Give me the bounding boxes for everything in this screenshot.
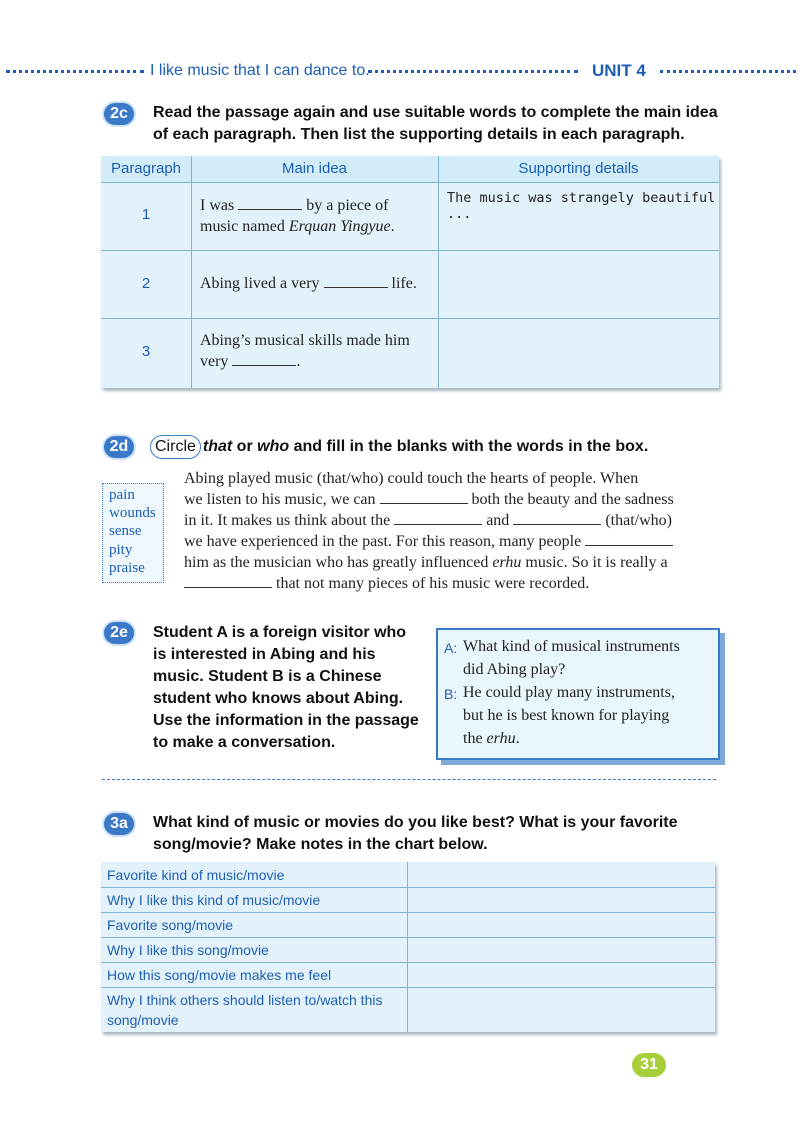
- word-item: pain: [109, 487, 135, 503]
- row-divider: [101, 318, 719, 319]
- header-supporting-details: Supporting details: [518, 160, 639, 177]
- blank[interactable]: [585, 531, 673, 546]
- header-paragraph: Paragraph: [110, 160, 182, 177]
- blank[interactable]: [380, 489, 468, 504]
- speaker-a-label: A:: [444, 640, 458, 656]
- notes-chart: [101, 862, 715, 1032]
- main-idea-2: Abing lived a very life.: [200, 275, 417, 292]
- column-divider: [191, 156, 192, 388]
- running-title: I like music that I can dance to.: [150, 62, 370, 79]
- instruction-3a-line2: song/movie? Make notes in the chart below.: [153, 836, 488, 853]
- instruction-3a-line1: What kind of music or movies do you like best? What is your favorite: [153, 814, 678, 831]
- row-divider: [101, 987, 715, 988]
- blank[interactable]: [394, 510, 482, 525]
- conversation-line: He could play many instruments,: [463, 684, 675, 701]
- blank[interactable]: [238, 195, 302, 210]
- instruction-2c-line1: Read the passage again and use suitable words to complete the main idea: [153, 104, 718, 121]
- chart-row-label: Why I think others should listen to/watch this song/movie: [107, 992, 383, 1028]
- main-idea-3: Abing’s musical skills made him very .: [200, 332, 410, 370]
- section-divider: [102, 779, 716, 780]
- supporting-details-1: The music was strangely beautiful ...: [447, 190, 716, 222]
- conversation-line: did Abing play?: [463, 661, 566, 678]
- main-idea-table: [101, 156, 719, 388]
- exercise-badge-3a: 3a: [104, 813, 134, 835]
- header-dots-left: [6, 70, 144, 73]
- row-divider: [101, 912, 715, 913]
- instruction-2c-line2: of each paragraph. Then list the supporting details in each paragraph.: [153, 126, 685, 143]
- header-dots-middle: [368, 70, 578, 73]
- exercise-badge-2d: 2d: [104, 436, 134, 458]
- blank[interactable]: [324, 273, 388, 288]
- running-header: [0, 60, 800, 84]
- word-item: praise: [109, 560, 145, 576]
- word-box: [102, 483, 164, 583]
- chart-row-label: Favorite kind of music/movie: [107, 867, 285, 883]
- word-item: sense: [109, 523, 142, 539]
- chart-row-label: Favorite song/movie: [107, 917, 234, 933]
- conversation-line: What kind of musical instruments: [463, 638, 680, 655]
- word-item: wounds: [109, 505, 156, 521]
- paragraph-number: 1: [141, 206, 151, 223]
- blank[interactable]: [513, 510, 601, 525]
- chart-row-label: Why I like this song/movie: [107, 942, 269, 958]
- page-number: 31: [632, 1053, 666, 1077]
- paragraph-number: 3: [141, 343, 151, 360]
- blank[interactable]: [184, 573, 272, 588]
- row-divider: [101, 962, 715, 963]
- conversation-line: the erhu.: [463, 730, 520, 747]
- passage-2d: Abing played music (that/who) could touch the hearts of people. When we listen to his music, we can both the beauty and the sadness in it. It makes us think about the and (that/who) we have experienced in the past. For this reason, many people him as the musician who has greatly influenced erhu music. So it is really a that not many pieces of his music were recorded.: [184, 470, 674, 592]
- row-divider: [101, 937, 715, 938]
- header-dots-right: [660, 70, 796, 73]
- blank[interactable]: [232, 351, 296, 366]
- instruction-2e: Student A is a foreign visitor who is interested in Abing and his music. Student B is a Chinese student who knows about Abing. Use the information in the passage to make a conversation.: [153, 624, 419, 751]
- header-main-idea: Main idea: [281, 160, 348, 177]
- exercise-badge-2c: 2c: [104, 103, 134, 125]
- row-divider: [101, 250, 719, 251]
- conversation-line: but he is best known for playing: [463, 707, 670, 724]
- unit-label: UNIT 4: [592, 61, 646, 80]
- instruction-2d: Circle that or who and fill in the blanks with the words in the box.: [150, 435, 648, 459]
- chart-row-label: How this song/movie makes me feel: [107, 967, 332, 983]
- speaker-b-label: B:: [444, 686, 458, 702]
- main-idea-1: I was by a piece of music named Erquan Yingyue.: [200, 197, 395, 235]
- sample-conversation: [436, 628, 720, 760]
- exercise-badge-2e: 2e: [104, 622, 134, 644]
- row-divider: [101, 887, 715, 888]
- word-item: pity: [109, 542, 133, 558]
- paragraph-number: 2: [141, 275, 151, 292]
- chart-row-label: Why I like this kind of music/movie: [107, 892, 321, 908]
